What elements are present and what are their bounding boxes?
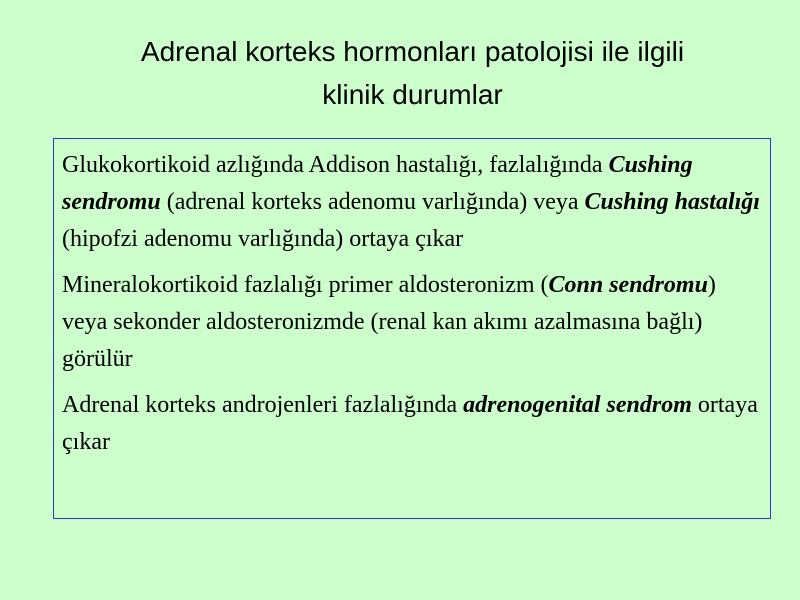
- slide-title: [40, 30, 785, 116]
- slide-title-line-1: Adrenal korteks hormonları patolojisi ile ilgili: [140, 36, 685, 67]
- emphasis-conn-syndrome: Conn sendromu: [548, 272, 708, 298]
- emphasis-cushing-syndrome: Cushing sendromu: [62, 152, 693, 215]
- paragraph-text: Adrenal korteks androjenleri fazlalığında: [62, 392, 464, 418]
- paragraph-androgen: [62, 387, 761, 461]
- paragraph-text: ortaya çıkar: [62, 392, 758, 455]
- paragraph-text: (hipofzi adenomu varlığında) ortaya çıkar: [62, 226, 464, 252]
- paragraph-text: ) veya sekonder aldosteronizmde (renal kan akımı azalmasına bağlı) görülür: [62, 272, 716, 372]
- paragraph-text: Glukokortikoid azlığında Addison hastalığı, fazlalığında: [62, 152, 609, 178]
- emphasis-cushing-disease: Cushing hastalığı: [584, 189, 760, 215]
- emphasis-adrenogenital-syndrome: adrenogenital sendrom: [463, 392, 692, 418]
- paragraph-glucocorticoid: [62, 147, 761, 258]
- paragraph-text: (adrenal korteks adenomu varlığında) veya: [160, 189, 585, 215]
- paragraph-text: Mineralokortikoid fazlalığı primer aldosteronizm (: [62, 272, 549, 298]
- slide-title-line-2: klinik durumlar: [322, 79, 503, 110]
- content-box: [53, 138, 771, 519]
- paragraph-mineralocorticoid: [62, 267, 761, 378]
